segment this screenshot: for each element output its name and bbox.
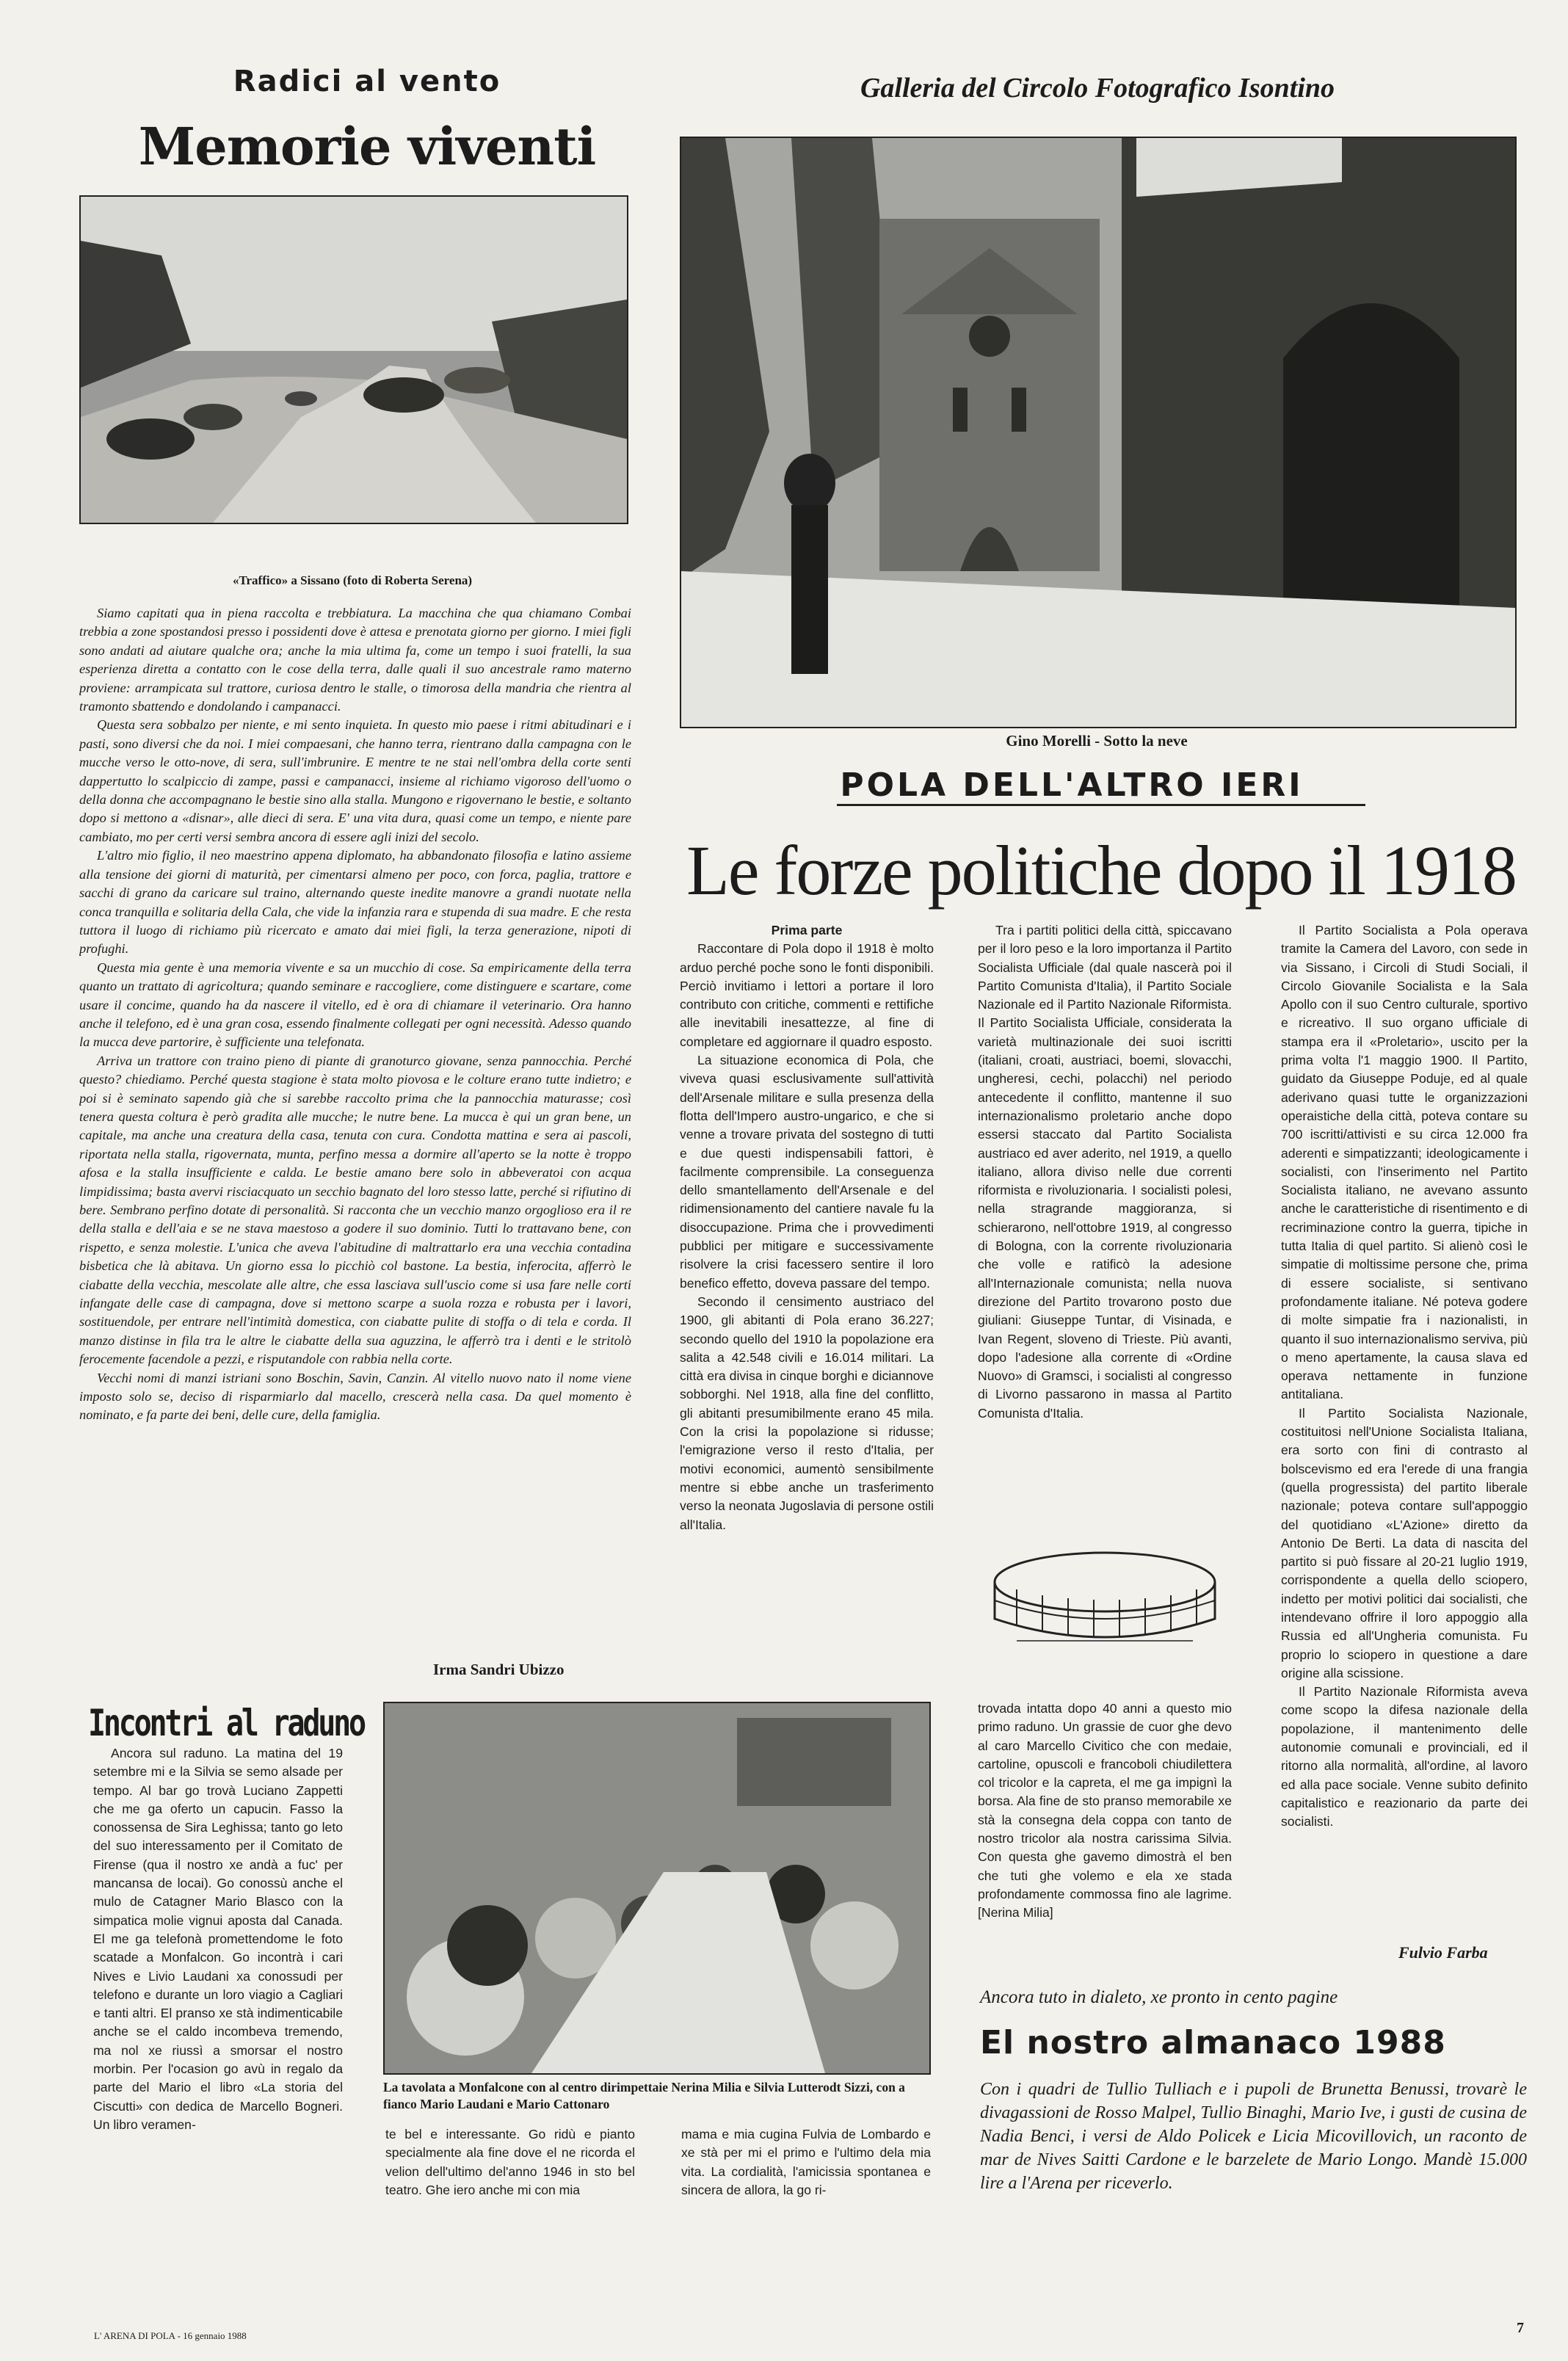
kicker-radici: Radici al vento — [233, 65, 501, 98]
almanaco-text: Con i quadri de Tullio Tulliach e i pupoli de Brunetta Benussi, trovarè le divagassioni de Rosso Malpel, Tullio Binaghi, Mario Ive, i gusti de cusina de Nadia Benci, i versi de Aldo Policek e Licia Micovillovich, un raconto de mar de Nives Saitti Cardone e le barzelete de Mario Longo. Mandè 15.000 lire a l'Arena per riceverlo. — [980, 2080, 1527, 2193]
photo-snow — [680, 137, 1517, 728]
memorie-paragraph: Vecchi nomi di manzi istriani sono Boschin, Savin, Canzin. Al vitello nuovo nato il nome viene imposto solo se, deciso di risparmiarlo dal macello, crescerà nella casa. Da quel momento è nominato, e fa parte dei beni, delle cure, della famiglia. — [79, 1370, 631, 1423]
memorie-paragraph: L'altro mio figlio, il neo maestrino appena diplomato, ha abbandonato filosofia e latino assieme alla tensione dei giorni di maturità, per cimentarsi almeno per poco, con forca, paglia, trattore e sacchi di grano da caricare sul traino, alternando queste inedite manovre a grandi nuotate nella conca tranquilla e solitaria della Cala, che vide la infanzia rara e stupenda di sua madre. E che resta tuttora il luogo di richiamo più ricercato e amato dai miei figli, la terza generazione, nipoti di profughi. — [79, 848, 631, 957]
photo-cows-caption: «Traffico» a Sissano (foto di Roberta Serena) — [232, 573, 473, 587]
title-memorie: Memorie viventi — [138, 116, 596, 177]
memorie-paragraph: Siamo capitati qua in piena raccolta e trebbiatura. La macchina che qua chiamano Combai trebbia a zone spostandosi presso i possidenti dove è attesa e prenotata giorno per giorno. I miei figli sono andati ad aiutare qualche ora; anche la mia ultima fa, come un tempo i suoi fratelli, la sua esperienza diretta a contatto con le cose della terra, dalle quali il suo ancestrale ramo materno proviene: arrampicata sul trattore, curiosa dentro le stalle, o timorosa della mandria che rientra al tramonto sbattendo e dondolando i campanacci. — [79, 606, 631, 714]
gallery-kicker: Galleria del Circolo Fotografico Isontino — [860, 73, 1335, 104]
photo-cows — [79, 195, 628, 524]
raduno-paragraph: trovada intatta dopo 40 anni a questo mio primo raduno. Un grassie de cuor ghe devo al caro Marcello Civitico che con medaie, cartoline, opuscoli e francoboli chiudilettera col tricolor e la capreta, el me ga impignì la borsa. Ala fine de sto pranso memorabile xe stà la consegna dela coppa con tanto de nostro tricolor ala nostra carissima Silvia. Con questa ghe gavemo dimostrà el ben che tuti ghe volemo e ela xe stada profondamente commossa fino ale lagrime. [Nerina Milia] — [978, 1701, 1232, 1921]
raduno-column-4 — [978, 1700, 1232, 1993]
snow-church-image — [681, 138, 1515, 727]
memorie-paragraph: Questa mia gente è una memoria vivente e sa un mucchio di cose. Sa empiricamente della terra quanto un trattato di agricoltura; quando seminare e raccogliere, come distinguere e scartare, come usare il concime, quando ha da nascere il vitello, ed è ora di chiamare il veterinario. Ora hanno anche il telefono, ed è una gran cosa, essendo finalmente collegati per ogni necessità. Adesso quando la mucca deve partorire, è sufficiente una telefonata. — [79, 960, 631, 1050]
cows-road-image — [81, 197, 627, 523]
pola-kicker: POLA DELL'ALTRO IERI — [840, 766, 1304, 804]
pola-kicker-underline — [837, 804, 1365, 806]
raduno-paragraph: Ancora sul raduno. La matina del 19 setembre mi e la Silvia se semo alsade per tempo. Al bar go trovà Luciano Zappetti che me ga oferto un capucin. Fasso la conossensa de Sira Leghissa; tanto go leto del suo interessamento per il Comitato de Firense (qua il nostro xe andà a fuc' per mancansa de locai). Go conossù anche el mulo de Catagner Mario Blasco con la simpatica molie vignui aposta dal Canada. El me ga telefonà promettendome le foto scatade a Monfalcon. Go incontrà i cari Nives e Livio Laudani xa conossudi per telefono e durante un loro viagio a Cagliari e tanti altri. El pranso xe stà indimenticabile anche se el caldo incombeva tremendo, ma nol xe riussì a smorsar el nostro morbin. Per l'ocasion go avù in regalo da parte del Mario el libro «La storia del Ciscutti» con dedica de Marcello Bogneri. Un libro veramen- — [93, 1746, 343, 2132]
memorie-paragraph: Questa sera sobbalzo per niente, e mi sento inquieta. In questo mio paese i ritmi abitudinari e i pasti, sono diversi che da noi. I miei compaesani, che hanno terra, rientrano dalla campagna con le mucche verso le otto-nove, di sera, sull'imbrunire. E mentre te ne stai nell'ombra della corte senti dappertutto lo scalpiccio di zampe, passi e campanacci, insieme al richiamo vigoroso dell'uomo o della donna che accompagnano le bestie sino alla stalla. Mungono e rigovernano le bestie, e soltanto dopo si mettono a «disnar», alle dieci di sera. E' una vita dura, quasi come un tempo, e niente pare cambiato, mo per certi versi sembra ancora di essere agli inizi del secolo. — [79, 717, 631, 844]
pola-paragraph: Secondo il censimento austriaco del 1900, gli abitanti di Pola erano 36.227; secondo quello del 1910 la popolazione era salita a 42.548 civili e 16.014 militari. La città era divisa in cinque borghi e diciannove sobborghi. Nel 1918, alla fine del conflitto, gli abitanti presumibilmente erano 45 mila. Con la crisi la popolazione si ridusse; l'emigrazione verso il resto d'Italia, per motivi economici, aumentò sensibilmente mentre si ebbe anche un trasferimento verso la neonata Jugoslavia di persone ostili all'Italia. — [680, 1294, 934, 1532]
pola-column-1 — [680, 921, 934, 1689]
author-memorie: Irma Sandri Ubizzo — [433, 1661, 565, 1678]
raduno-paragraph: mama e mia cugina Fulvia de Lombardo e xe stà per mi el primo e l'ultimo dela mia vita. La cordialità, l'amicissia spontanea e sincera de allora, la go ri- — [681, 2127, 931, 2197]
pola-paragraph: Il Partito Socialista a Pola operava tramite la Camera del Lavoro, con sede in via Sissano, i Circoli di Studi Sociali, il Circolo Giovanile Socialista e la Sala Apollo con il suo Centro culturale, sportivo e ricreativo. Il suo organo ufficiale di stampa era il «Proletario», uscito per la prima volta l'1 maggio 1900. Il Partito, guidato da Giuseppe Poduje, ed al quale aderivano quasi tutte le organizzazioni operaistiche della città, poteva contare su 700 iscritti/attivisti e su circa 12.000 fra aderenti e simpatizzanti; ideologicamente i socialisti, con l'inserimento nel Partito Socialista italiano, ne avevano assunto anche le caratteristiche di risentimento e di recriminazione contro la guerra, tipiche in tutta Italia di quel partito. Si alienò così le simpatie di moltissime persone che, prima di essere socialiste, si sentivano profondamente italiane. Né poteva godere di molte simpatie fra i nazionalisti, in quanto il suo internazionalismo serviva, più o meno apertamente, la causa slava ed operava nettamente in funzione antitaliana. — [1281, 923, 1528, 1402]
almanaco-kicker: Ancora tuto in dialeto, xe pronto in cento pagine — [980, 1987, 1338, 2007]
footer-masthead: L' ARENA DI POLA - 16 gennaio 1988 — [94, 2330, 247, 2341]
memorie-body — [79, 604, 631, 1647]
raduno-paragraph: te bel e interessante. Go ridù e pianto specialmente ala fine dove el ne ricorda el velion dell'ultimo del'anno 1946 in sto bel teatro. Ghe iero anche mi con mia — [385, 2127, 635, 2197]
table-group-image — [385, 1703, 929, 2073]
author-pola: Fulvio Farba — [1398, 1943, 1488, 1962]
raduno-column-3 — [681, 2125, 931, 2316]
pola-paragraph: Il Partito Nazionale Riformista aveva come scopo la difesa nazionale della popolazione, il mantenimento delle autonomie comunali e provinciali, ed il ritorno alla normalità, all'ordine, al lavoro ed alla pace sociale. Venne subito definito capitalistico e reazionario da parte dei socialisti. — [1281, 1684, 1528, 1829]
pola-paragraph: Raccontare di Pola dopo il 1918 è molto arduo perché poche sono le fonti disponibili. Perciò invitiamo i lettori a portare il loro contributo con critiche, commenti e rettifiche alle inevitabili inesattezze, al fine di completare ed aggiornare il quadro esposto. — [680, 941, 934, 1049]
photo-snow-caption: Gino Morelli - Sotto la neve — [1006, 732, 1188, 750]
pola-paragraph: Il Partito Socialista Nazionale, costituitosi nell'Unione Socialista Italiana, era sorto con fini di contrasto al bolscevismo ed era l'erede di una frangia (quella progressista) del partito liberale nazionale; poteva contare sull'appoggio del quotidiano «L'Azione» diretto da Antonio De Berti. La data di nascita del partito si può fissare al 20-21 luglio 1919, corrispondente a quella dello sciopero, indetto per motivi politici dai socialisti, che intendevano offrire il loro appoggio alla Russia ed all'Ungheria comunista. Fu proprio lo sciopero in questione a dare origine alla scissione. — [1281, 1405, 1528, 1680]
raduno-title: Incontri al raduno — [88, 1702, 364, 1744]
raduno-column-2 — [385, 2125, 635, 2316]
pola-column-3 — [1281, 921, 1528, 1968]
pola-column-2 — [978, 921, 1232, 1520]
almanaco-title: El nostro almanaco 1988 — [980, 2024, 1446, 2061]
pola-paragraph: La situazione economica di Pola, che viveva quasi esclusivamente sull'attività dell'Arsenale militare e sulla presenza della flotta dell'Impero austro-ungarico, e che si venne a trovare privata del sostegno di tutti e due questi indispensabili fattori, è facilmente comprensibile. La conseguenza dello smantellamento dell'Arsenale e del ridimensionamento del cantiere navale fu la disoccupazione. Prima che i provvedimenti pubblici per mitigare e successivamente risolvere la crisi facessero sentire il loro benefico effetto, doveva passare del tempo. — [680, 1053, 934, 1291]
raduno-column-1 — [93, 1744, 343, 2317]
pola-prima-parte: Prima parte — [771, 923, 843, 937]
photo-tavolata — [383, 1702, 931, 2075]
arena-icon — [987, 1538, 1222, 1648]
page-number: 7 — [1517, 2320, 1524, 2336]
arena-engraving — [987, 1538, 1222, 1648]
pola-title: Le forze politiche dopo il 1918 — [686, 831, 1516, 910]
pola-paragraph: Tra i partiti politici della città, spiccavano per il loro peso e la loro importanza il Partito Socialista Ufficiale (dal quale nascerà poi il Partito Comunista d'Italia), il Partito Sociale Nazionale ed il Partito Nazionale Riformista. Il Partito Socialista Ufficiale, considerata la varietà multinazionale dei suoi iscritti (italiani, croati, austriaci, boemi, slovacchi, ungheresi, cechi, polacchi) nel periodo antecedente il conflitto, mantenne il suo internazionalismo proletario anche dopo essersi staccato dal Partito Socialista austriaco ed aver aderito, nel 1919, a quello italiano, allora diviso nelle due correnti riformista e rivoluzionaria. I socialisti polesi, nella stragrande maggioranza, si schierarono, nell'ottobre 1919, al congresso di Bologna, con la corrente rivoluzionaria che volle e ratificò la adesione all'Internazionale comunista; nella nuova direzione del Partito trovarono posto due giuliani: Giuseppe Tuntar, di Visinada, e Ivan Regent, sloveno di Trieste. Più avanti, dopo l'adesione alla corrente di «Ordine Nuovo» di Gramsci, i socialisti al congresso di Livorno passarono in massa al Partito Comunista d'Italia. — [978, 923, 1232, 1421]
memorie-paragraph: Arriva un trattore con traino pieno di piante di granoturco giovane, senza pannocchia. Perché questo? chiediamo. Perché questa stagione è stata molto piovosa e le colture erano tutte indietro; e poi si è seminato sapendo già che si sarebbe raccolto prima che la pannocchia maturasse; così tenera questa coltura è però gradita alle mucche; le nutre bene. La mucca è qui un gran bene, un capitale, ma anche una creatura della casa, tenuta con cura. Condotta mattina e sera ai pascoli, riportata nella stalla, rigovernata, munta, perfino messa a dormire all'aperto se la notte è troppo afosa e la stalla insufficiente e calda. Le bestie amano bere solo in abbeveratoi con acqua limpidissima; basta avervi risciacquato un secchio bagnato del loro stesso latte, perché si rifiutino di bere. Sembrano perfino dotate di personalità. Si racconta che un vecchio manzo orgoglioso era il re della stalla e dell'aia e se ne stava maestoso a godere il suo dominio. Tutti lo trattavano bene, con rispetto, e senza molestie. L'unica che aveva l'abitudine di maltrattarlo era una vecchia contadina bisbetica che là abitava. Un giorno essa lo picchiò col bastone. La bestia, inferocita, afferrò le ciabatte della vecchia, mescolate alle altre, che essa lasciava sull'uscio come si usa fare nelle corti infangate delle case di campagna, dove si mettono scarpe a suola rozza e robusta per i lavori, sostituendole, per entrare nell'intimità domestica, con ciabatte pulite di stoffa o di tela e corda. Il manzo distinse in fila tra le altre le ciabatte della sua aguzzina, le afferrò tra i denti e le stritolò ferocemente facendole a pezzi, e risputandole con rabbia nella corte. — [79, 1053, 631, 1367]
photo-tavolata-caption: La tavolata a Monfalcone con al centro dirimpettaie Nerina Milia e Silvia Lutterodt Sizzi, con a fianco Mario Laudani e Mario Cattonaro — [383, 2080, 905, 2111]
